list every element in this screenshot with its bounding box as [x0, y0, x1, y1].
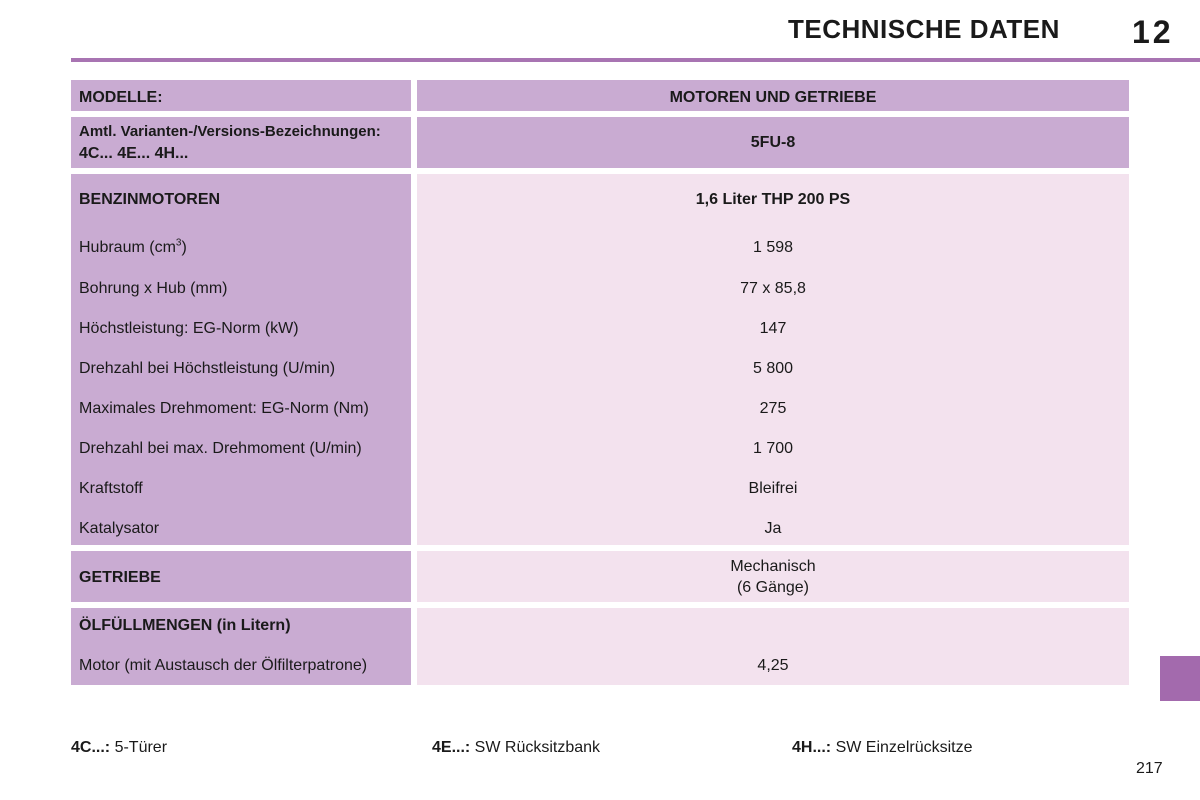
oil-row-value: 4,25	[757, 657, 789, 674]
spec-value-fuel: Bleifrei	[748, 480, 798, 497]
oil-row-label: Motor (mit Austausch der Ölfilterpatrone)	[79, 657, 368, 674]
gearbox-label: GETRIEBE	[79, 569, 161, 586]
spec-label-max-torque: Maximales Drehmoment: EG-Norm (Nm)	[79, 400, 369, 417]
header-divider	[71, 58, 1200, 62]
spec-value-displacement: 1 598	[752, 239, 794, 256]
spec-value-max-torque: 275	[759, 400, 787, 417]
spec-value-catalyst: Ja	[764, 520, 782, 537]
spec-value-max-power: 147	[759, 320, 787, 337]
spec-value-bore-stroke: 77 x 85,8	[740, 280, 806, 297]
page-number: 217	[1136, 760, 1163, 777]
petrol-engine-name: 1,6 Liter THP 200 PS	[695, 191, 851, 208]
oil-section-label: ÖLFÜLLMENGEN (in Litern)	[79, 617, 291, 634]
spec-label-fuel: Kraftstoff	[79, 480, 143, 497]
spec-label-displacement: Hubraum $(cm^3)$	[79, 237, 187, 256]
table-header-engines: MOTOREN UND GETRIEBE	[669, 89, 877, 106]
gearbox-value-line1: Mechanisch	[730, 558, 816, 575]
spec-label-power-rpm: Drehzahl bei Höchstleistung (U/min)	[79, 360, 336, 377]
chapter-number: 12	[1132, 14, 1174, 50]
spec-label-bore-stroke: Bohrung x Hub (mm)	[79, 280, 228, 297]
page-title: TECHNISCHE DATEN	[788, 14, 1060, 44]
gearbox-value-line2: (6 Gänge)	[736, 579, 810, 596]
footnote-4c: 4C...: 5-Türer	[71, 739, 168, 756]
variants-label-line1: Amtl. Varianten-/Versions-Bezeichnungen:	[79, 123, 381, 140]
chapter-tab	[1160, 656, 1200, 701]
variants-label-line2: 4C... 4E... 4H...	[79, 145, 189, 162]
footnote-4e: 4E...: SW Rücksitzbank	[432, 739, 601, 756]
footnote-4h: 4H...: SW Einzelrücksitze	[792, 739, 973, 756]
spec-value-power-rpm: 5 800	[752, 360, 794, 377]
spec-label-torque-rpm: Drehzahl bei max. Drehmoment (U/min)	[79, 440, 362, 457]
spec-label-catalyst: Katalysator	[79, 520, 160, 537]
spec-label-max-power: Höchstleistung: EG-Norm (kW)	[79, 320, 299, 337]
petrol-section-label: BENZINMOTOREN	[79, 191, 221, 208]
spec-value-torque-rpm: 1 700	[752, 440, 794, 457]
variants-value: 5FU-8	[750, 134, 796, 151]
table-header-models: MODELLE:	[79, 89, 163, 106]
